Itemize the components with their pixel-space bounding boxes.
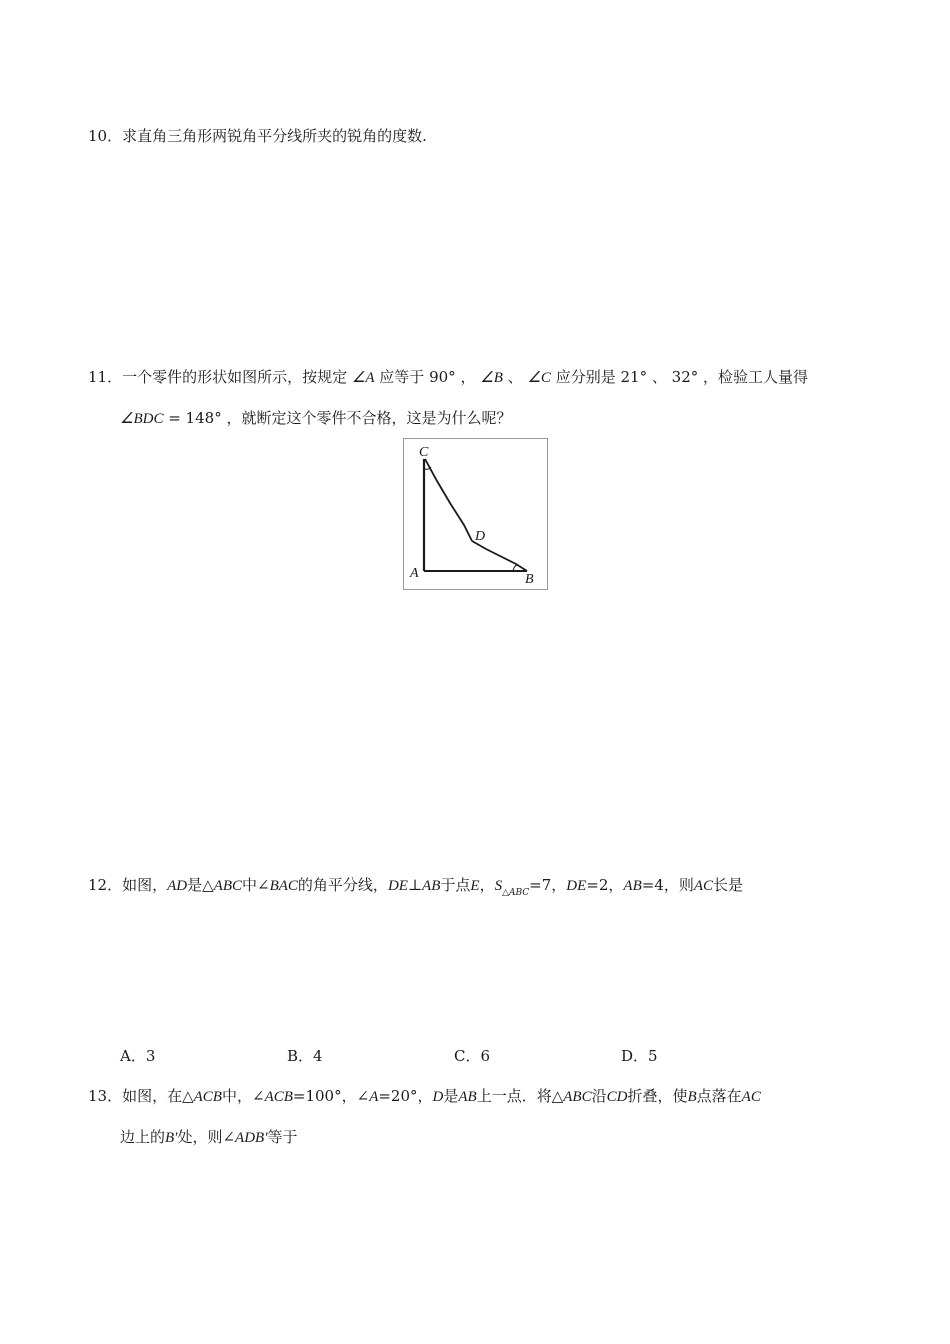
question-text: ， xyxy=(479,876,495,894)
question-text: 处，则∠ xyxy=(177,1128,236,1146)
question-text: =4，则 xyxy=(641,876,694,894)
segment-cd xyxy=(425,459,472,541)
question-text: ，就断定这个零件不合格，这是为什么呢？ xyxy=(226,409,512,427)
triangle-diagram xyxy=(404,439,549,591)
question-number: 10． xyxy=(88,127,123,145)
question-text: 如图， xyxy=(122,876,168,894)
math-angle-a: ∠A xyxy=(351,370,375,386)
question-text: 折叠，使 xyxy=(627,1087,688,1105)
math-acb: ACB xyxy=(193,1089,222,1105)
math-ac: AC xyxy=(741,1089,761,1105)
math-subscript: △ABC xyxy=(502,888,530,898)
question-text: 等于 xyxy=(267,1128,298,1146)
math-value: 90° xyxy=(429,368,456,386)
question-text: 是△ xyxy=(187,876,214,894)
question-text: 求直角三角形两锐角平分线所夹的锐角的度数. xyxy=(122,127,427,145)
question-number: 11． xyxy=(88,368,123,386)
question-text: =2， xyxy=(586,876,624,894)
part-figure xyxy=(403,438,548,590)
label-b: B xyxy=(525,572,534,587)
question-text: 中，∠ xyxy=(221,1087,265,1105)
question-text: ， xyxy=(460,368,476,386)
math-ab: AB xyxy=(458,1089,477,1105)
math-abc: ABC xyxy=(563,1089,592,1105)
question-text: 于点 xyxy=(440,876,471,894)
question-13-line-2 xyxy=(120,1127,298,1148)
question-text: 应分别是 xyxy=(555,368,616,386)
math-s: S xyxy=(494,878,503,894)
math-angle-b: ∠B xyxy=(480,370,503,386)
option-label: C．6 xyxy=(454,1047,491,1065)
option-a[interactable] xyxy=(120,1046,155,1066)
question-text: 如图，在△ xyxy=(122,1087,194,1105)
math-acb: ACB xyxy=(264,1089,293,1105)
label-c: C xyxy=(419,445,429,460)
math-perp: ⊥ xyxy=(407,876,423,894)
math-adb-prime: ADB′ xyxy=(235,1130,268,1146)
math-cd: CD xyxy=(606,1089,628,1105)
question-text: 边上的 xyxy=(120,1128,166,1146)
math-ab: AB xyxy=(422,878,441,894)
question-text: 上一点．将△ xyxy=(476,1087,564,1105)
question-text: 应等于 xyxy=(379,368,425,386)
math-bac: BAC xyxy=(269,878,298,894)
option-b[interactable] xyxy=(287,1046,323,1066)
question-text: 、 xyxy=(507,368,523,386)
label-a: A xyxy=(410,566,419,581)
question-text: =7， xyxy=(529,876,567,894)
question-10 xyxy=(88,126,427,146)
question-11-line-2 xyxy=(120,408,512,429)
option-d[interactable] xyxy=(621,1046,658,1066)
math-ab: AB xyxy=(623,878,642,894)
math-value: = 148° xyxy=(163,409,222,427)
question-11-line-1 xyxy=(88,367,808,388)
question-number: 12． xyxy=(88,876,123,894)
question-text: 点落在 xyxy=(696,1087,742,1105)
option-c[interactable] xyxy=(454,1046,490,1066)
question-13-line-1 xyxy=(88,1086,761,1107)
math-value: 32° xyxy=(671,368,699,386)
question-text: =20°， xyxy=(378,1087,433,1105)
question-text: ，检验工人量得 xyxy=(703,368,809,386)
math-a: A xyxy=(369,1089,379,1105)
math-value: 21° xyxy=(620,368,648,386)
option-label: D．5 xyxy=(621,1047,658,1065)
question-text: 的角平分线， xyxy=(297,876,388,894)
question-text: =100°，∠ xyxy=(292,1087,370,1105)
question-text: 一个零件的形状如图所示，按规定 xyxy=(122,368,348,386)
math-ad: AD xyxy=(167,878,188,894)
math-e: E xyxy=(470,878,480,894)
question-text: 、 xyxy=(651,368,667,386)
question-text: 沿 xyxy=(591,1087,607,1105)
math-abc: ABC xyxy=(213,878,242,894)
math-de: DE xyxy=(566,878,587,894)
math-d: D xyxy=(432,1089,444,1105)
math-angle-c: ∠C xyxy=(527,370,551,386)
option-label: A．3 xyxy=(120,1047,156,1065)
math-b-prime: B′ xyxy=(165,1130,178,1146)
math-de: DE xyxy=(387,878,408,894)
question-text: 中∠ xyxy=(242,876,270,894)
math-angle-bdc: ∠BDC xyxy=(120,411,164,427)
question-text: 是 xyxy=(443,1087,459,1105)
question-12 xyxy=(88,875,743,903)
math-ac: AC xyxy=(693,878,714,894)
option-label: B．4 xyxy=(287,1047,323,1065)
math-b: B xyxy=(687,1089,697,1105)
segment-db xyxy=(472,541,527,571)
label-d: D xyxy=(475,529,486,544)
question-text: 长是 xyxy=(713,876,744,894)
question-number: 13． xyxy=(88,1087,123,1105)
